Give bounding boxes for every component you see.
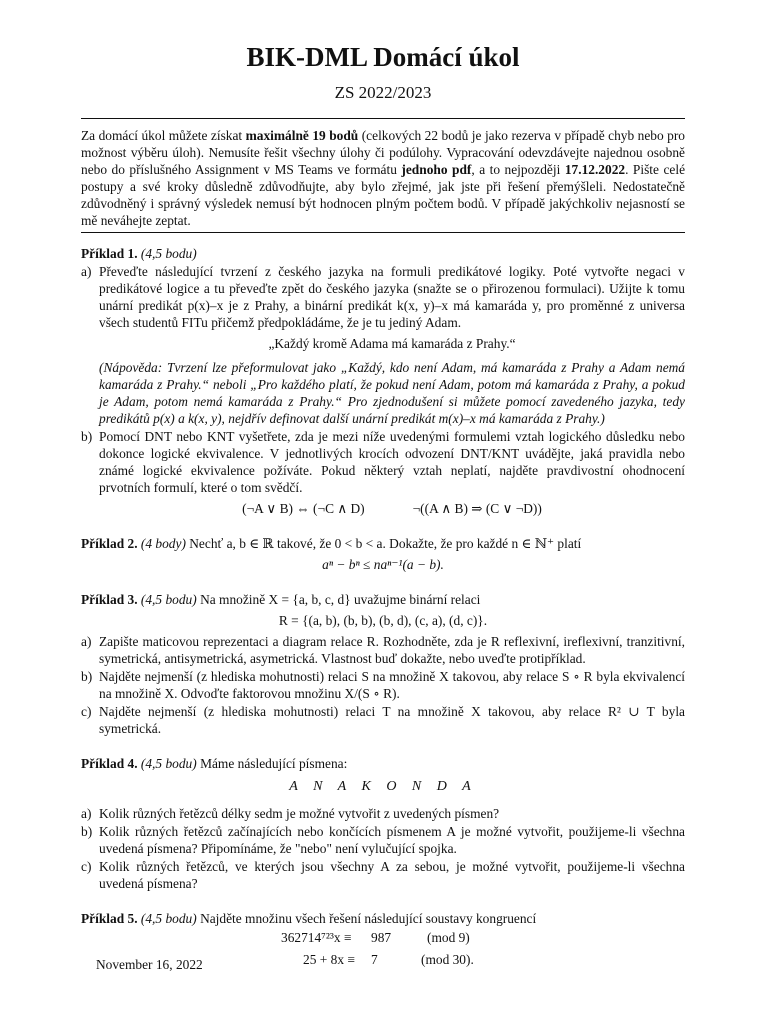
task-1-quote: „Každý kromě Adama má kamaráda z Prahy.“ bbox=[268, 336, 516, 351]
congruence-2: 25 + 8x ≡ 7 (mod 30). bbox=[303, 952, 474, 967]
task-1-hint: (Nápověda: Tvrzení lze přeformulovat jako „Každý, kdo není Adam, má kamaráda z Prahy a Adam nemá kamaráda z Prahy.“ neboli „Pro každého platí, že pokud není Adam, potom má kamaráda z Prahy, a pokud je Adam, potom nemá kamaráda z Prahy.“ Pro zjednodušení si můžete pomocí zavedeného jazyka, tedy predikátů p(x) a k(x, y), nejdřív definovat další unární predikát m(x)–x má kamaráda z Prahy.) bbox=[99, 360, 685, 426]
task-3-part-a: a) Zapište maticovou reprezentaci a diagram relace R. Rozhodněte, zda je R reflexivní, ireflexivní, tranzitivní, symetrická, antisymetrická, asymetrická. Vlastnost buď dokažte, nebo uveďte protipříklad. bbox=[81, 634, 685, 666]
intro-paragraph: Za domácí úkol můžete získat maximálně 19 bodů (celkových 22 bodů je jako rezerva v případě chyb nebo pro možnost výběru úloh). Nemusíte řešit všechny úlohy či podúlohy. Vypracování odevzdávejte najednou osobně nebo do příslušného Assignment v MS Teams ve formátu jednoho pdf, a to nejpozději 17.12.2022. Pište celé postupy a své kroky důsledně zdůvodňujte, aby bylo zřejmé, jak jste při řešení přemýšleli. Nedostatečně zdůvodněný i správný výsledek nemusí být hodnocen plným počtem bodů. V případě jakýchkoliv nejasností se mě neváhejte zeptat. bbox=[81, 128, 686, 228]
task-1-part-b: b) Pomocí DNT nebo KNT vyšetřete, zda je mezi níže uvedenými formulemi vztah logického důsledku nebo dokonce logické ekvivalence. V jednotlivých krocích odvození DNT/KNT uvádějte, jaká pravidla nebo známé logické ekvivalence požíváte. Pokud některý vztah neplatí, najděte pravdivostní ohodnocení prvotních formulí, které o tom svědčí. (¬A ∨ B) ⇔ (¬C ∧ D) ¬((A ∧ B) ⇒ (C ∨ ¬D)) bbox=[81, 429, 685, 516]
task-1-heading: Příklad 1. (4,5 bodu) bbox=[81, 246, 197, 261]
footer-date: November 16, 2022 bbox=[96, 957, 203, 972]
task-3-formula: R = {(a, b), (b, b), (b, d), (c, a), (d, c)}. bbox=[278, 613, 488, 628]
document-subtitle: ZS 2022/2023 bbox=[334, 83, 432, 102]
document-title: BIK-DML Domácí úkol bbox=[246, 42, 520, 72]
intro-box bbox=[81, 127, 685, 229]
task-4-part-b: b) Kolik různých řetězců začínajících nebo končících písmenem A je možné vytvořit, použijeme-li všechna uvedená písmena? Připomínáme, že "nebo" není vylučující spojka. bbox=[81, 824, 685, 856]
task-1-formulas: (¬A ∨ B) ⇔ (¬C ∧ D) ¬((A ∧ B) ⇒ (C ∨ ¬D)) bbox=[242, 501, 542, 516]
task-3-part-c: c) Najděte nejmenší (z hlediska mohutnosti) relaci T na množině X takovou, aby relace R² ∪ T byla symetrická. bbox=[81, 704, 685, 736]
task-3-text: Příklad 3. (4,5 bodu) Na množině X = {a, b, c, d} uvažujme binární relaci bbox=[81, 592, 481, 607]
document-page bbox=[81, 40, 685, 973]
task-4 bbox=[81, 755, 685, 892]
task-2-text: Příklad 2. (4 body) Nechť a, b ∈ ℝ takové, že 0 < b < a. Dokažte, že pro každé n ∈ ℕ⁺ platí bbox=[81, 536, 582, 551]
task-3-part-b: b) Najděte nejmenší (z hlediska mohutnosti) relaci S na množině X takovou, aby relace S ∘ R byla ekvivalencí na množině X. Odvoďte faktorovou množinu X/(S ∘ R). bbox=[81, 669, 685, 701]
top-rule bbox=[81, 118, 685, 119]
task-4-part-c: c) Kolik různých řetězců, ve kterých jsou všechny A za sebou, je možné vytvořit, použijeme-li všechna uvedená písmena? bbox=[81, 859, 685, 891]
task-4-part-a: a) Kolik různých řetězců délky sedm je možné vytvořit z uvedených písmen? bbox=[81, 806, 500, 821]
task-3 bbox=[81, 591, 685, 737]
task-1 bbox=[81, 245, 685, 517]
task-2 bbox=[81, 535, 685, 573]
task-4-text: Příklad 4. (4,5 bodu) Máme následující písmena: bbox=[81, 756, 348, 771]
congruence-1: 362714⁷²³x ≡ 987 (mod 9) bbox=[281, 930, 470, 945]
task-2-formula: aⁿ − bⁿ ≤ naⁿ⁻¹(a − b). bbox=[322, 557, 444, 572]
task-1-part-a: a) Převeďte následující tvrzení z českého jazyka na formuli predikátové logiky. Poté vytvořte negaci v predikátové logice a tu převeďte zpět do českého jazyka (snažte se o přirozenou formulaci). Užijte k tomu unární predikát p(x)–x je z Prahy, a binární predikát k(x, y)–x má kamaráda y, pro proměnné z universa všech studentů FITu přičemž předpokládáme, že je tu jediný Adam. „Každý kromě Adama má kamaráda z Prahy.“ (Nápověda: Tvrzení lze přeformulovat jako „Každý, kdo není Adam, má kamaráda z Prahy a Adam nemá kamaráda z Prahy.“ neboli „Pro každého platí, že pokud není Adam, potom má kamaráda z Prahy, a pokud je Adam, potom nemá kamaráda z Prahy.“ Pro zjednodušení si můžete pomocí zavedeného jazyka, tedy predikátů p(x) a k(x, y), nejdřív definovat další unární predikát m(x)–x má kamaráda z Prahy.) bbox=[81, 264, 685, 426]
task-5-text: Příklad 5. (4,5 bodu) Najděte množinu všech řešení následující soustavy kongruencí bbox=[81, 911, 537, 926]
task-4-letters: A N A K O N D A bbox=[289, 779, 477, 794]
bottom-rule bbox=[81, 232, 685, 233]
